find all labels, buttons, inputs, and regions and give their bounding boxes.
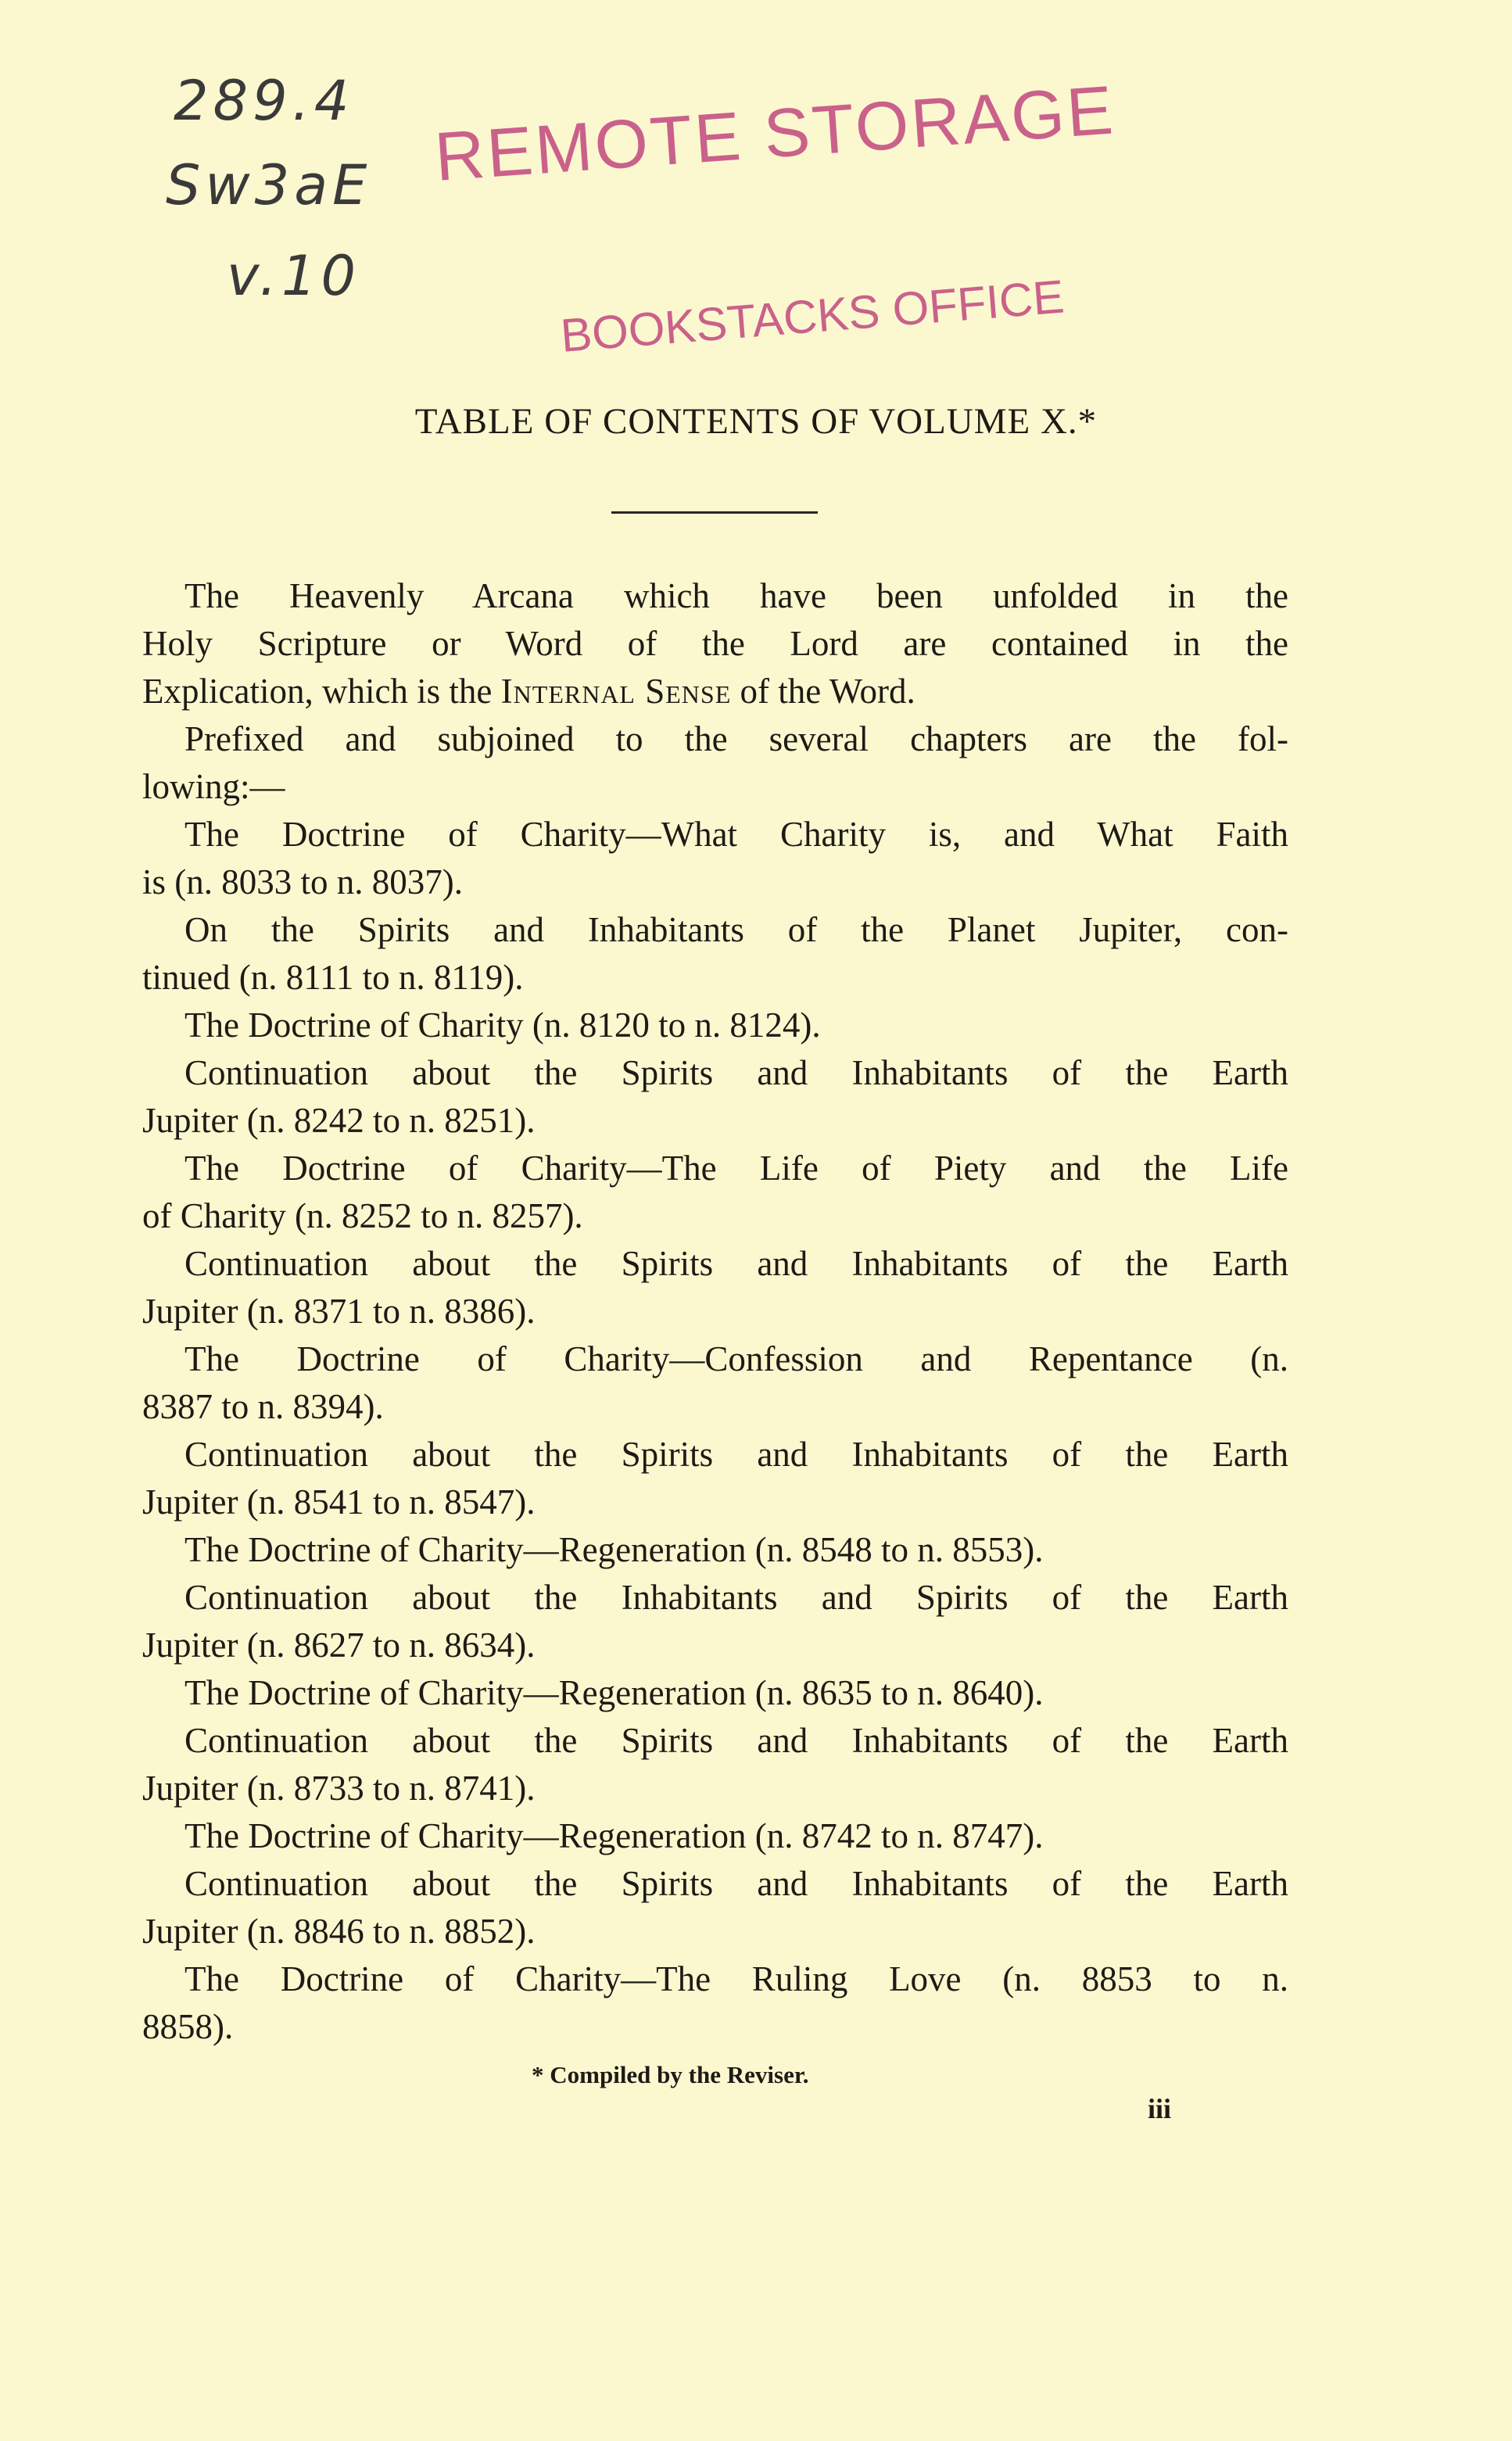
text-line: Prefixed and subjoined to the several chapters are the fol- — [185, 719, 1288, 758]
text-span: Explication, which is the — [142, 672, 501, 711]
footnote: * Compiled by the Reviser. — [532, 2061, 809, 2088]
text-line: Jupiter (n. 8541 to n. 8547). — [142, 1482, 536, 1522]
text-line: Jupiter (n. 8733 to n. 8741). — [142, 1769, 536, 1808]
text-line: Continuation about the Inhabitants and Spirits of the Earth — [185, 1578, 1288, 1617]
contents-body — [142, 572, 1288, 2051]
text-line: lowing:— — [142, 767, 285, 806]
text-line: Continuation about the Spirits and Inhabitants of the Earth — [185, 1244, 1288, 1283]
page-title: TABLE OF CONTENTS OF VOLUME X.* — [414, 401, 1098, 442]
text-line: The Doctrine of Charity—What Charity is, and What Faith — [185, 815, 1288, 854]
divider — [611, 511, 818, 514]
contents-entry — [142, 715, 1288, 811]
handwritten-call-number: 289.4 — [174, 69, 354, 133]
text-line: The Doctrine of Charity—Confession and Repentance (n. — [185, 1339, 1288, 1378]
intro-paragraph — [142, 572, 1288, 715]
text-line: Jupiter (n. 8242 to n. 8251). — [142, 1101, 536, 1140]
handwritten-author-code: Sw3aE — [166, 153, 372, 217]
text-span: of the Word. — [731, 672, 915, 711]
text-line: The Doctrine of Charity—Regeneration (n. 8742 to n. 8747). — [185, 1816, 1044, 1855]
text-line: Jupiter (n. 8627 to n. 8634). — [142, 1626, 536, 1665]
contents-entry — [142, 1049, 1288, 1145]
text-line: Continuation about the Spirits and Inhabitants of the Earth — [185, 1053, 1288, 1092]
text-line: is (n. 8033 to n. 8037). — [142, 862, 463, 901]
text-line: 8387 to n. 8394). — [142, 1387, 384, 1426]
text-line: Jupiter (n. 8371 to n. 8386). — [142, 1292, 536, 1331]
text-line: Holy Scripture or Word of the Lord are contained in the — [142, 624, 1288, 663]
contents-entry — [142, 1431, 1288, 1526]
contents-entry — [142, 811, 1288, 906]
text-line: Continuation about the Spirits and Inhabitants of the Earth — [185, 1435, 1288, 1474]
text-line: The Heavenly Arcana which have been unfolded in the — [185, 576, 1288, 615]
handwritten-volume: v.10 — [227, 244, 361, 308]
contents-entry — [142, 906, 1288, 1002]
text-line: Continuation about the Spirits and Inhabitants of the Earth — [185, 1864, 1288, 1903]
text-line: The Doctrine of Charity (n. 8120 to n. 8124). — [185, 1005, 821, 1045]
contents-entry — [142, 1145, 1288, 1240]
remote-storage-stamp: REMOTE STORAGE — [432, 70, 1118, 196]
contents-entry — [142, 1860, 1288, 1955]
text-line: Continuation about the Spirits and Inhabitants of the Earth — [185, 1721, 1288, 1760]
contents-entry — [142, 1002, 1288, 1049]
text-line: of Charity (n. 8252 to n. 8257). — [142, 1196, 583, 1235]
text-line — [142, 668, 1288, 715]
bookstacks-office-stamp: BOOKSTACKS OFFICE — [558, 270, 1066, 363]
small-caps-span: Internal Sense — [500, 672, 732, 711]
contents-entry — [142, 1669, 1288, 1717]
text-line: On the Spirits and Inhabitants of the Planet Jupiter, con- — [185, 910, 1288, 949]
contents-entry — [142, 1335, 1288, 1431]
text-line: tinued (n. 8111 to n. 8119). — [142, 958, 524, 997]
contents-entry — [142, 1240, 1288, 1335]
contents-entry — [142, 1574, 1288, 1669]
contents-entry — [142, 1717, 1288, 1812]
text-line: 8858). — [142, 2007, 234, 2046]
text-line: The Doctrine of Charity—The Ruling Love (n. 8853 to n. — [185, 1959, 1288, 1998]
text-line: Jupiter (n. 8846 to n. 8852). — [142, 1912, 536, 1951]
page-number: iii — [1148, 2093, 1172, 2124]
contents-entry — [142, 1812, 1288, 1860]
contents-entry — [142, 1526, 1288, 1574]
contents-entry — [142, 1955, 1288, 2051]
text-line: The Doctrine of Charity—The Life of Piety and the Life — [185, 1149, 1288, 1188]
text-line: The Doctrine of Charity—Regeneration (n. 8635 to n. 8640). — [185, 1673, 1044, 1712]
text-line: The Doctrine of Charity—Regeneration (n. 8548 to n. 8553). — [185, 1530, 1044, 1569]
